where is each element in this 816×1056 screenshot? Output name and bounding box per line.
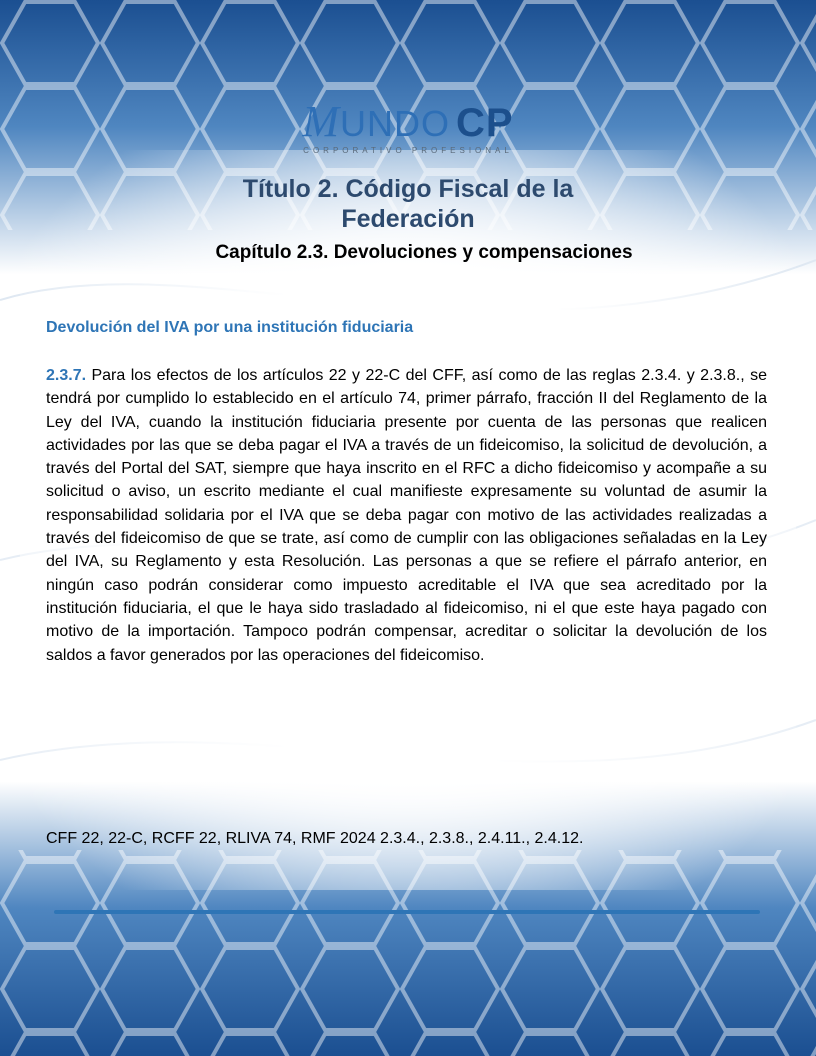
section-heading: Devolución del IVA por una institución fiduciaria xyxy=(46,319,414,336)
legal-references: CFF 22, 22-C, RCFF 22, RLIVA 74, RMF 2024 2.3.4., 2.3.8., 2.4.11., 2.4.12. xyxy=(46,830,584,847)
logo-cp: CP xyxy=(456,101,514,145)
rule-paragraph xyxy=(46,364,767,667)
rule-content xyxy=(46,316,767,667)
logo-m: M xyxy=(302,97,341,146)
mundo-cp-logo xyxy=(0,98,816,155)
document-title xyxy=(0,174,816,234)
footer-divider xyxy=(54,910,760,914)
title-line-2: Federación xyxy=(341,205,475,233)
logo-wordmark xyxy=(0,98,816,148)
title-line-1: Título 2. Código Fiscal de la xyxy=(242,175,574,203)
logo-tagline: CORPORATIVO PROFESIONAL xyxy=(303,146,513,155)
rule-text: Para los efectos de los artículos 22 y 22-C del CFF, así como de las reglas 2.3.4. y 2.3.8., se tendrá por cumplido lo establecido en el artículo 74, primer párrafo, fracción II del Reglamento de la Ley del IVA, cuando la institución fiduciaria presente por cuenta de las personas que realicen actividades por las que se deba pagar el IVA a través de un fideicomiso, la solicitud de devolución, a través del Portal del SAT, siempre que haya inscrito en el RFC a dicho fideicomiso y acompañe a su solicitud o aviso, un escrito mediante el cual manifieste expresamente su voluntad de asumir la responsabilidad solidaria por el IVA que se deba pagar con motivo de las actividades realizadas a través del fideicomiso de que se trate, así como de cumplir con las obligaciones señaladas en la Ley del IVA, su Reglamento y esta Resolución. Las personas a que se refiere el párrafo anterior, en ningún caso podrán considerar como impuesto acreditable el IVA que sea acreditado por la institución fiduciaria, el que le haya sido trasladado al fideicomiso, ni el que este haya pagado con motivo de la importación. Tampoco podrán compensar, acreditar o solicitar la devolución de los saldos a favor generados por las operaciones del fideicomiso. xyxy=(46,367,767,664)
rule-number: 2.3.7. xyxy=(46,367,87,384)
logo-undo: UNDO xyxy=(340,103,451,144)
chapter-heading: Capítulo 2.3. Devoluciones y compensaciones xyxy=(215,242,633,263)
